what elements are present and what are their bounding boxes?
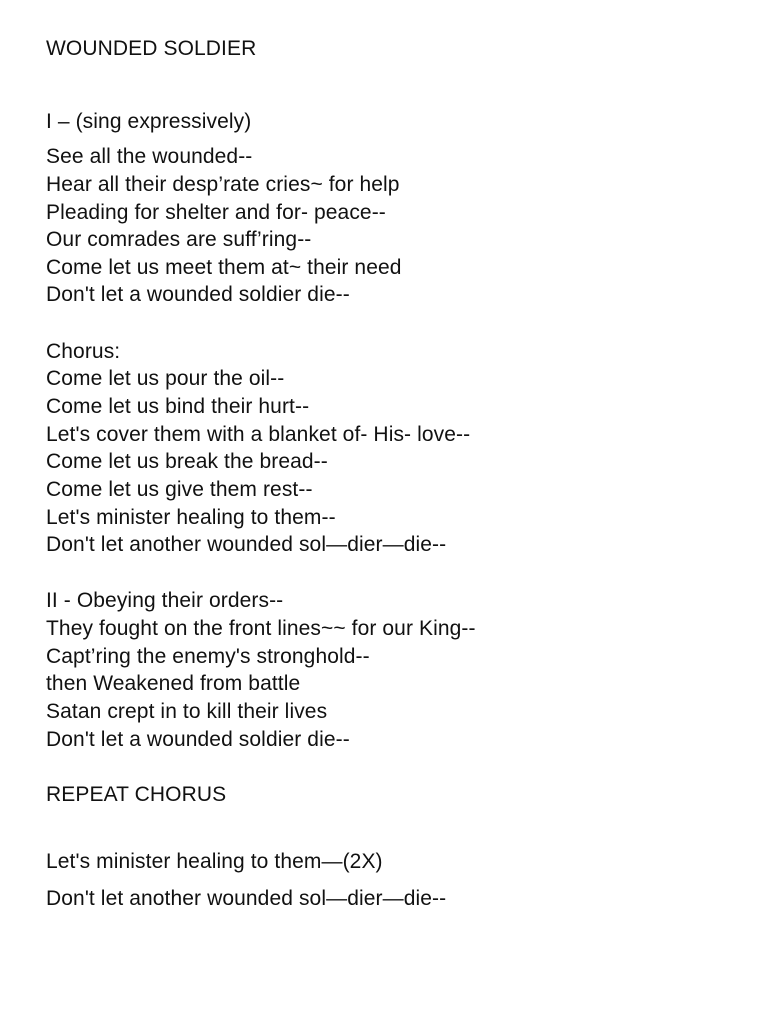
verse-2-line: Don't let a wounded soldier die-- bbox=[46, 728, 350, 751]
chorus-line: Come let us break the bread-- bbox=[46, 450, 328, 473]
verse-2-line: then Weakened from battle bbox=[46, 672, 301, 695]
verse-2-line: Satan crept in to kill their lives bbox=[46, 700, 328, 723]
verse-2-line: They fought on the front lines~~ for our King-- bbox=[46, 617, 476, 640]
verse-1-line: Our comrades are suff’ring-- bbox=[46, 228, 312, 251]
song-title: WOUNDED SOLDIER bbox=[46, 37, 257, 60]
chorus-line: Come let us give them rest-- bbox=[46, 478, 313, 501]
verse-1-line: Come let us meet them at~ their need bbox=[46, 256, 402, 279]
chorus-line: Don't let another wounded sol—dier—die-- bbox=[46, 533, 447, 556]
ending-line: Don't let another wounded sol—dier—die-- bbox=[46, 887, 447, 910]
chorus-line: Let's cover them with a blanket of- His- love-- bbox=[46, 423, 471, 446]
verse-1-line: Pleading for shelter and for- peace-- bbox=[46, 201, 386, 224]
chorus-line: Come let us bind their hurt-- bbox=[46, 395, 310, 418]
verse-1-line: Don't let a wounded soldier die-- bbox=[46, 283, 350, 306]
verse-2-line: II - Obeying their orders-- bbox=[46, 589, 284, 612]
lyrics-page bbox=[46, 0, 746, 1024]
verse-2-line: Capt’ring the enemy's stronghold-- bbox=[46, 645, 370, 668]
verse-1-line: Hear all their desp’rate cries~ for help bbox=[46, 173, 400, 196]
repeat-chorus-note: REPEAT CHORUS bbox=[46, 783, 227, 806]
ending-line: Let's minister healing to them—(2X) bbox=[46, 850, 383, 873]
verse-1-line: See all the wounded-- bbox=[46, 145, 253, 168]
verse-1-heading: I – (sing expressively) bbox=[46, 110, 252, 133]
chorus-heading: Chorus: bbox=[46, 340, 121, 363]
chorus-line: Let's minister healing to them-- bbox=[46, 506, 336, 529]
chorus-line: Come let us pour the oil-- bbox=[46, 367, 285, 390]
